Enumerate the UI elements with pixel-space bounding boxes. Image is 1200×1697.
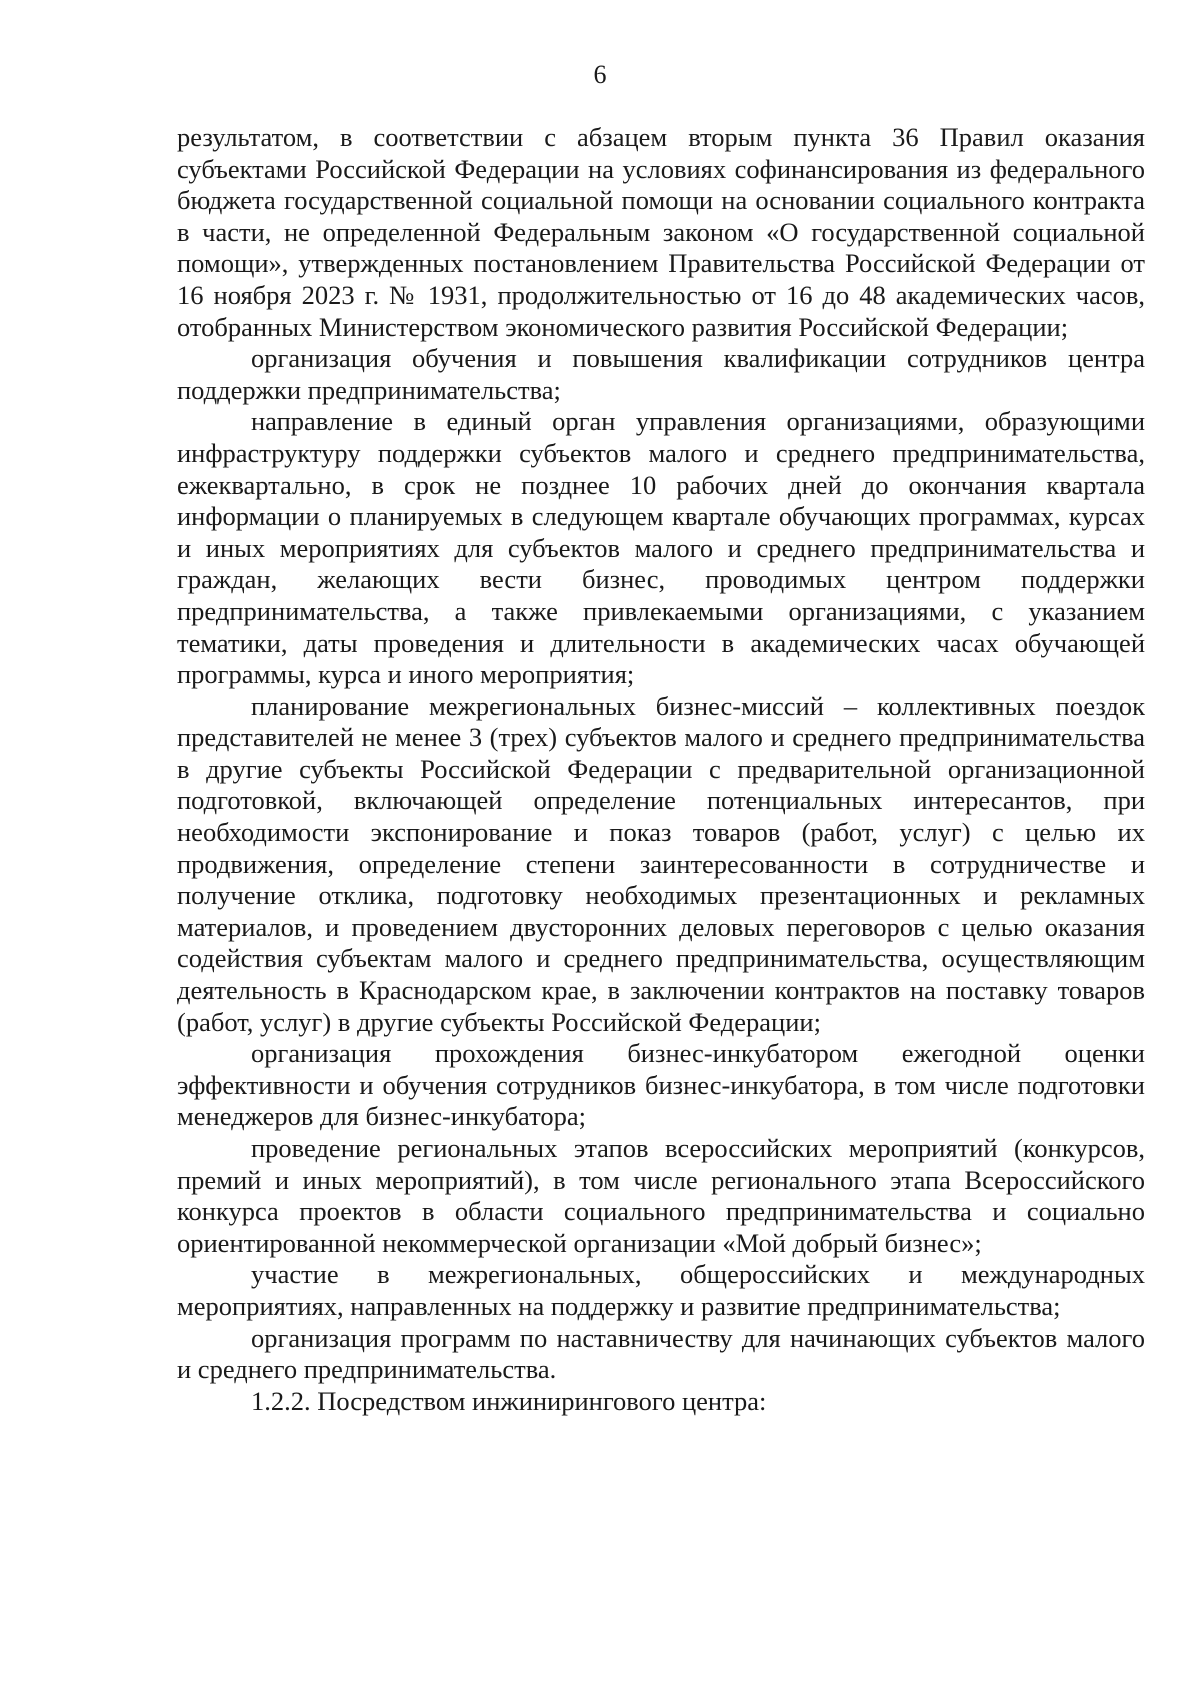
page-number: 6 [593, 60, 607, 89]
paragraph-participation: участие в межрегиональных, общероссийских и международных мероприятиях, направленных на поддержку и развитие предпринимательства; [177, 1259, 1145, 1321]
paragraph-staff-training: организация обучения и повышения квалификации сотрудников центра поддержки предпринимательства; [177, 343, 1145, 405]
section-heading-engineering-center: 1.2.2. Посредством инжинирингового центра: [251, 1385, 767, 1416]
paragraph-quarterly-info: направление в единый орган управления организациями, образующими инфраструктуру поддержки субъектов малого и среднего предпринимательства, ежеквартально, в срок не позднее 10 рабочих дней до окончания квартала информации о планируемых в следующем квартале обучающих программах, курсах и иных мероприятиях для субъектов малого и среднего предпринимательства и граждан, желающих вести бизнес, проводимых центром поддержки предпринимательства, а также привлекаемыми организациями, с указанием тематики, даты проведения и длительности в академических часах обучающей программы, курса и иного мероприятия; [177, 406, 1145, 690]
paragraph-regional-stages: проведение региональных этапов всероссийских мероприятий (конкурсов, премий и иных мероприятий), в том числе регионального этапа Всероссийского конкурса проектов в области социального предпринимательства и социально ориентированной некоммерческой организации «Мой добрый бизнес»; [177, 1133, 1145, 1258]
paragraph-continuation: результатом, в соответствии с абзацем вторым пункта 36 Правил оказания субъектами Российской Федерации на условиях софинансирования из федерального бюджета государственной социальной помощи на основании социального контракта в части, не определенной Федеральным законом «О государственной социальной помощи», утвержденных постановлением Правительства Российской Федерации от 16 ноября 2023 г. № 1931, продолжительностью от 16 до 48 академических часов, отобранных Министерством экономического развития Российской Федерации; [177, 122, 1145, 342]
paragraph-business-missions: планирование межрегиональных бизнес-миссий – коллективных поездок представителей не менее 3 (трех) субъектов малого и среднего предпринимательства в другие субъекты Российской Федерации с предварительной организационной подготовкой, включающей определение потенциальных интересантов, при необходимости экспонирование и показ товаров (работ, услуг) с целью их продвижения, определение степени заинтересованности в сотрудничестве и получение отклика, подготовку необходимых презентационных и рекламных материалов, и проведением двусторонних деловых переговоров с целью оказания содействия субъектам малого и среднего предпринимательства, осуществляющим деятельность в Краснодарском крае, в заключении контрактов на поставку товаров (работ, услуг) в другие субъекты Российской Федерации; [177, 690, 1145, 1037]
paragraph-mentoring: организация программ по наставничеству для начинающих субъектов малого и среднего предпринимательства. [177, 1322, 1145, 1385]
document-body [177, 122, 1145, 1417]
paragraph-incubator-evaluation: организация прохождения бизнес-инкубатором ежегодной оценки эффективности и обучения сотрудников бизнес-инкубатора, в том числе подготовки менеджеров для бизнес-инкубатора; [177, 1038, 1145, 1132]
